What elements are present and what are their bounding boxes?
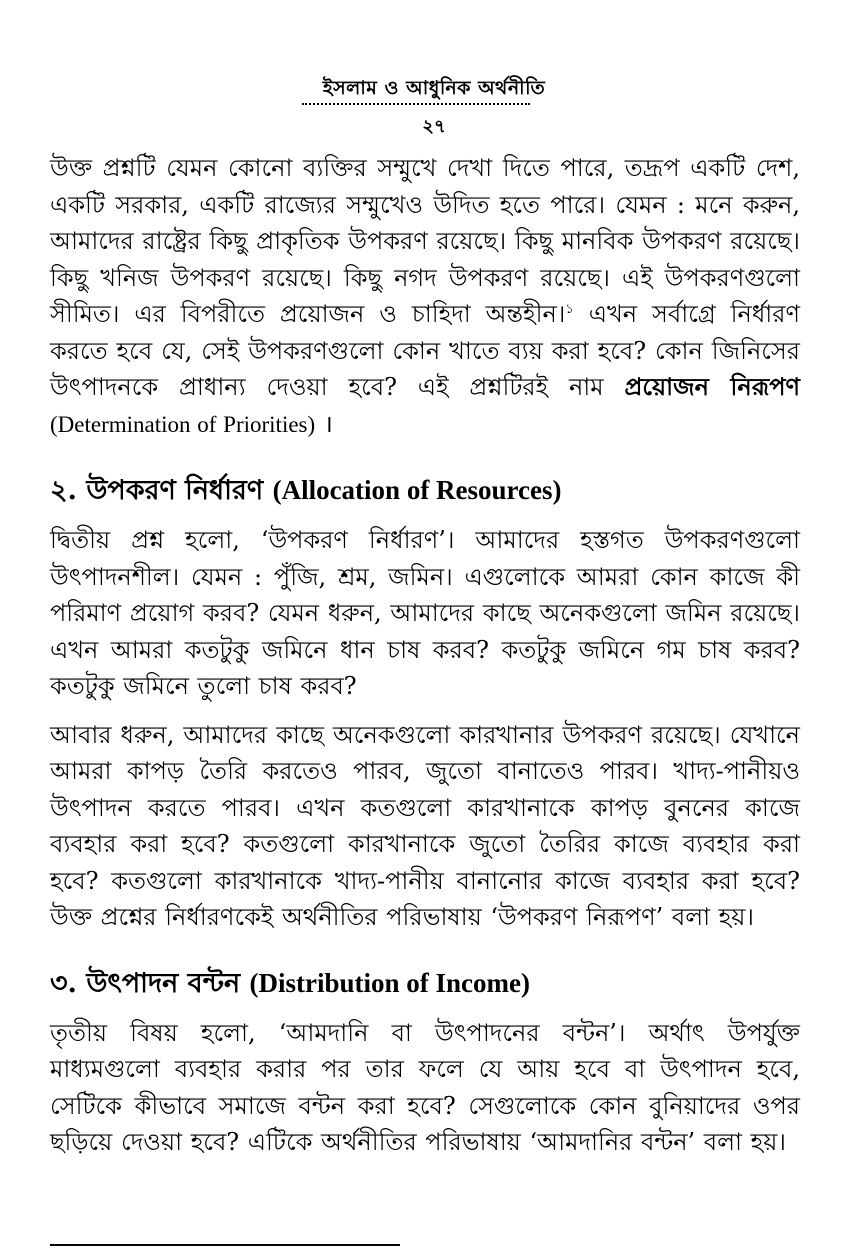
paragraph: তৃতীয় বিষয় হলো, ‘আমদানি বা উৎপাদনের বন্টন’। অর্থাৎ উপর্যুক্ত মাধ্যমগুলো ব্যবহার করার পর তার ফলে যে আয় হবে বা উৎপাদন হবে, সেটিকে কীভাবে সমাজে বন্টন করা হবে? সেগুলোকে কোন বুনিয়াদের ওপর ছড়িয়ে দেওয়া হবে? এটিকে অর্থনীতির পরিভাষায় ‘আমদানির বন্টন’ বলা হয়। (50, 1018, 800, 1156)
paragraph: আবার ধরুন, আমাদের কাছে অনেকগুলো কারখানার উপকরণ রয়েছে। যেখানে আমরা কাপড় তৈরি করতেও পারব, জুতো বানাতেও পারব। খাদ্য-পানীয়ও উৎপাদন করতে পারব। এখন কতগুলো কারখানাকে কাপড় বুননের কাজে ব্যবহার করা হবে? কতগুলো কারখানাকে জুতো তৈরির কাজে ব্যবহার করা হবে? কতগুলো কারখানাকে খাদ্য-পানীয় বানানোর কাজে ব্যবহার করা হবে? উক্ত প্রশ্নের নির্ধারণকেই অর্থনীতির পরিভাষায় ‘উপকরণ নিরূপণ’ বলা হয়। (50, 720, 800, 931)
paragraph-text: উক্ত প্রশ্নটি যেমন কোনো ব্যক্তির সম্মুখে দেখা দিতে পারে, তদ্রূপ একটি দেশ, একটি সরকার, একটি রাজ্যের সম্মুখেও উদিত হতে পারে। যেমন : মনে করুন, আমাদের রাষ্ট্রের কিছু প্রাকৃতিক উপকরণ রয়েছে। কিছু মানবিক উপকরণ রয়েছে। কিছু খনিজ উপকরণ রয়েছে। কিছু নগদ উপকরণ রয়েছে। এই উপকরণগুলো সীমিত। এর বিপরীতে প্রয়োজন ও চাহিদা অন্তহীন। (50, 154, 800, 328)
running-title: ইসলাম ও আধুনিক অর্থনীতি (322, 77, 546, 99)
footnote-marker: ১ (565, 302, 574, 317)
key-term: প্রয়োজন নিরূপণ (624, 372, 800, 401)
paragraph (50, 150, 800, 443)
section-heading (50, 473, 800, 508)
section-heading-english: (Allocation of Resources) (272, 475, 562, 505)
header-dotted-rule (302, 103, 530, 105)
section-heading-english: (Distribution of Income) (249, 967, 530, 998)
page-body (50, 150, 800, 1161)
section-heading (50, 966, 800, 1001)
footnote-separator (50, 1244, 400, 1246)
paragraph: দ্বিতীয় প্রশ্ন হলো, ‘উপকরণ নির্ধারণ’। আমাদের হস্তগত উপকরণগুলো উৎপাদনশীল। যেমন : পুঁজি, শ্রম, জমিন। এগুলোকে আমরা কোন কাজে কী পরিমাণ প্রয়োগ করব? যেমন ধরুন, আমাদের কাছে অনেকগুলো জমিন রয়েছে। এখন আমরা কতটুকু জমিনে ধান চাষ করব? কতটুকু জমিনে গম চাষ করব? কতটুকু জমিনে তুলো চাষ করব? (50, 526, 800, 700)
paragraph-end: । (323, 409, 333, 438)
page-number: ২৭ (422, 116, 446, 137)
key-term-english: (Determination of Priorities) (50, 411, 316, 437)
section-heading-bengali: ৩. উৎপাদন বন্টন (50, 967, 241, 999)
paragraph-text: এখন সর্বাগ্রে নির্ধারণ করতে হবে যে, সেই উপকরণগুলো কোন খাতে ব্যয় করা হবে? কোন জিনিসের উৎপাদনকে প্রাধান্য দেওয়া হবে? এই প্রশ্নটিরই নাম (50, 300, 800, 401)
section-heading-bengali: ২. উপকরণ নির্ধারণ (50, 475, 264, 506)
